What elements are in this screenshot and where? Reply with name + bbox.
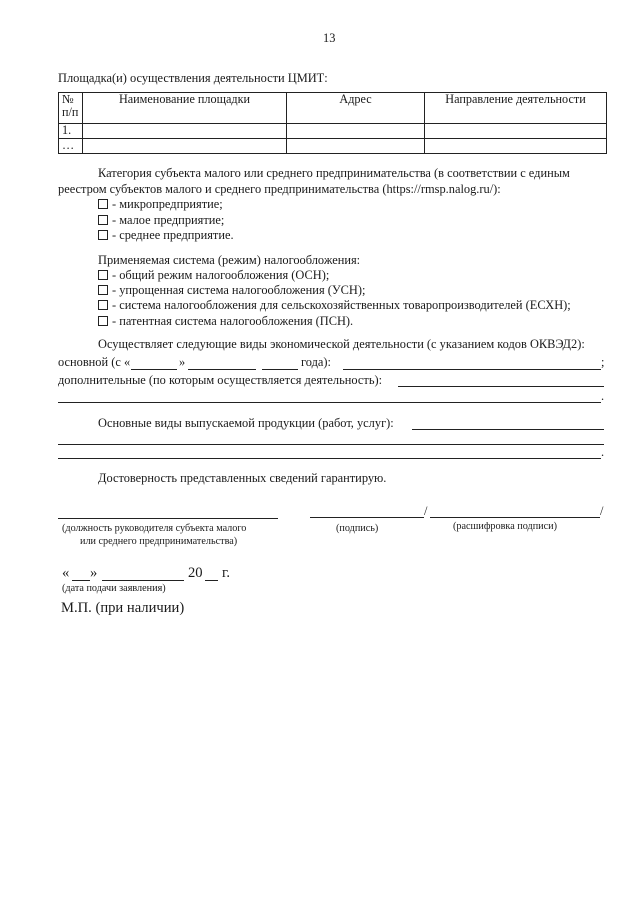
category-option-small[interactable]: - малое предприятие; xyxy=(98,213,224,228)
products-field-3[interactable] xyxy=(58,458,601,459)
stamp-note: М.П. (при наличии) xyxy=(61,600,185,616)
signature-caption: (подпись) xyxy=(336,523,379,534)
signature-field[interactable] xyxy=(310,517,424,518)
tax-option-eshn[interactable]: - система налогообложения для сельскохозяйственных товаропроизводителей (ЕСХН); xyxy=(98,298,571,313)
checkbox[interactable] xyxy=(98,316,108,326)
main-activity-field[interactable] xyxy=(343,369,601,370)
activities-main-quote-close: » xyxy=(179,355,186,369)
checkbox[interactable] xyxy=(98,300,108,310)
activities-main-end: ; xyxy=(601,355,605,369)
tax-title: Применяемая система (режим) налогообложения: xyxy=(98,253,361,267)
header-num-line2: п/п xyxy=(62,105,79,119)
cell-name[interactable] xyxy=(83,139,287,154)
cell-address[interactable] xyxy=(287,139,425,154)
products-end-dot: . xyxy=(601,445,605,459)
main-month-field[interactable] xyxy=(188,369,256,370)
category-line-1: Категория субъекта малого или среднего предпринимательства (в соответствии с единым xyxy=(98,166,570,180)
additional-activity-field-2[interactable] xyxy=(58,402,601,403)
row-number: … xyxy=(59,139,83,154)
position-field[interactable] xyxy=(58,518,278,519)
row-number: 1. xyxy=(59,124,83,139)
guarantee-text: Достоверность представленных сведений гарантирую. xyxy=(98,471,387,485)
date-year-prefix: 20 xyxy=(188,565,203,581)
table-header-row xyxy=(59,93,607,124)
activities-end-dot: . xyxy=(601,389,605,403)
signature-slash-1: / xyxy=(424,504,428,518)
header-address: Адрес xyxy=(287,93,425,124)
date-caption: (дата подачи заявления) xyxy=(62,583,166,594)
cell-name[interactable] xyxy=(83,124,287,139)
date-month-field[interactable] xyxy=(102,580,184,581)
activities-main-prefix: основной (с « xyxy=(58,355,131,369)
tax-option-osn[interactable]: - общий режим налогообложения (ОСН); xyxy=(98,268,329,283)
signature-decode-field[interactable] xyxy=(430,517,600,518)
additional-activity-field[interactable] xyxy=(398,386,604,387)
header-num xyxy=(59,93,83,124)
cell-address[interactable] xyxy=(287,124,425,139)
checkbox[interactable] xyxy=(98,230,108,240)
signature-slash-2: / xyxy=(600,504,604,518)
table-row xyxy=(59,139,607,154)
date-close-quote: » xyxy=(90,565,98,581)
category-line-2: реестром субъектов малого и среднего предпринимательства (https://rmsp.nalog.ru/): xyxy=(58,182,501,196)
decode-caption: (расшифровка подписи) xyxy=(453,521,557,532)
cell-direction[interactable] xyxy=(425,139,607,154)
activities-main-year: года): xyxy=(301,355,331,369)
activities-intro: Осуществляет следующие виды экономической деятельности (с указанием кодов ОКВЭД2): xyxy=(98,337,585,351)
category-option-micro[interactable]: - микропредприятие; xyxy=(98,197,223,212)
checkbox[interactable] xyxy=(98,215,108,225)
date-year-field[interactable] xyxy=(205,580,218,581)
tax-option-psn[interactable]: - патентная система налогообложения (ПСН). xyxy=(98,314,353,329)
header-name: Наименование площадки xyxy=(83,93,287,124)
position-caption-1: (должность руководителя субъекта малого xyxy=(62,523,247,534)
section-title: Площадка(и) осуществления деятельности ЦМИТ: xyxy=(58,71,328,85)
position-caption-2: или среднего предпринимательства) xyxy=(80,536,238,547)
header-direction: Направление деятельности xyxy=(425,93,607,124)
main-day-field[interactable] xyxy=(131,369,177,370)
checkbox[interactable] xyxy=(98,199,108,209)
tax-option-usn[interactable]: - упрощенная система налогообложения (УСН); xyxy=(98,283,365,298)
checkbox[interactable] xyxy=(98,270,108,280)
products-field-2[interactable] xyxy=(58,444,604,445)
date-open-quote: « xyxy=(62,565,70,581)
cell-direction[interactable] xyxy=(425,124,607,139)
activities-additional-label: дополнительные (по которым осуществляется деятельность): xyxy=(58,373,383,387)
category-option-medium[interactable]: - среднее предприятие. xyxy=(98,228,234,243)
main-year-field[interactable] xyxy=(262,369,298,370)
header-num-line1: № xyxy=(62,92,74,106)
sites-table xyxy=(58,92,607,154)
products-label: Основные виды выпускаемой продукции (работ, услуг): xyxy=(98,416,394,430)
date-day-field[interactable] xyxy=(72,580,90,581)
page-number: 13 xyxy=(323,31,336,45)
date-year-suffix: г. xyxy=(222,565,230,581)
checkbox[interactable] xyxy=(98,285,108,295)
products-field[interactable] xyxy=(412,429,604,430)
table-row xyxy=(59,124,607,139)
